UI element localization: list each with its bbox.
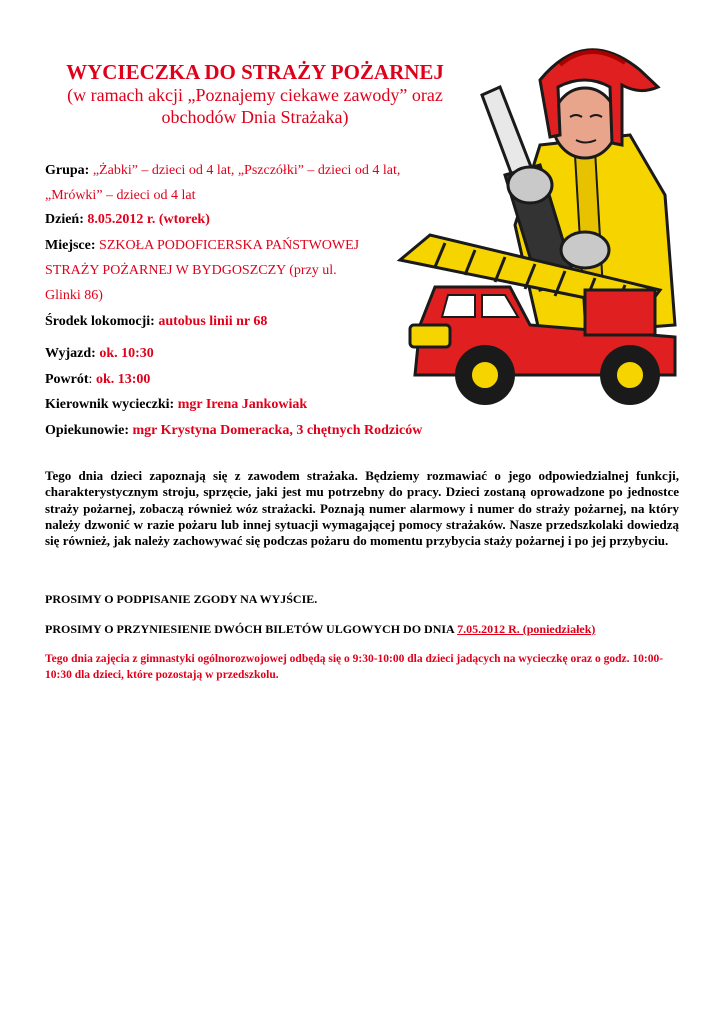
- title-line-3: obchodów Dnia Strażaka): [161, 107, 349, 127]
- place-label: Miejsce:: [45, 238, 96, 253]
- day-value: 8.05.2012 r. (wtorek): [87, 212, 210, 227]
- place-value: SZKOŁA PODOFICERSKA PAŃSTWOWEJ: [99, 238, 360, 253]
- group-value-cont: „Mrówki” – dzieci od 4 lat: [45, 188, 196, 203]
- return-row: [45, 372, 150, 388]
- tickets-notice-text: PROSIMY O PRZYNIESIENIE DWÓCH BILETÓW ULGOWYCH DO DNIA: [45, 622, 455, 636]
- guardians-row: [45, 423, 422, 439]
- consent-notice: PROSIMY O PODPISANIE ZGODY NA WYJŚCIE.: [45, 592, 318, 606]
- title-line-1: WYCIECZKA DO STRAŻY POŻARNEJ: [66, 60, 444, 84]
- return-colon: :: [88, 372, 93, 387]
- firefighter-fire-truck-illustration: [390, 25, 690, 415]
- return-label: Powrót: [45, 372, 89, 387]
- departure-label: Wyjazd:: [45, 346, 96, 361]
- guardians-value: mgr Krystyna Domeracka, 3 chętnych Rodziców: [132, 423, 423, 438]
- transport-value: autobus linii nr 68: [158, 314, 268, 329]
- leader-label: Kierownik wycieczki:: [45, 397, 175, 412]
- departure-row: [45, 346, 154, 362]
- place-value-cont-1: STRAŻY POŻARNEJ W BYDGOSZCZY (przy ul.: [45, 263, 337, 278]
- leader-row: [45, 397, 307, 413]
- day-label: Dzień:: [45, 212, 84, 227]
- group-row: [45, 163, 400, 179]
- group-value: „Żabki” – dzieci od 4 lat, „Pszczółki” – dzieci od 4 lat,: [92, 163, 401, 178]
- day-row: [45, 212, 210, 228]
- description-paragraph: Tego dnia dzieci zapoznają się z zawodem strażaka. Będziemy rozmawiać o jego odpowiedzialnej funkcji, charakterystycznym stroju, sprzęcie, jaki jest mu potrzebny do pracy. Dzieci zostaną oprowadzone po jednostce straży pożarnej, zobaczą również wóz strażacki. Poznają numer alarmowy i numer do straży pożarnej, na który należy dzwonić w razie pożaru lub innej sytuacji wymagającej pomocy strażaków. Nasze przedszkolaki dowiedzą się również, jak należy zachowywać się podczas pożaru do momentu przybycia staży pożarnej i po jej przybyciu.: [45, 468, 679, 549]
- transport-row: [45, 314, 267, 330]
- transport-label: Środek lokomocji:: [45, 314, 155, 329]
- gym-schedule-note: Tego dnia zajęcia z gimnastyki ogólnorozwojowej odbędą się o 9:30-10:00 dla dzieci jadących na wycieczkę oraz o godz. 10:00-10:30 dla dzieci, które pozostają w przedszkolu.: [45, 653, 664, 681]
- guardians-label: Opiekunowie:: [45, 423, 130, 438]
- tickets-deadline: 7.05.2012 R. (poniedziałek): [457, 622, 596, 636]
- return-value: ok. 13:00: [95, 372, 151, 387]
- title-line-2: (w ramach akcji „Poznajemy ciekawe zawody” oraz: [67, 85, 443, 105]
- place-row: [45, 238, 359, 254]
- place-value-cont-2: Glinki 86): [45, 288, 103, 303]
- group-label: Grupa:: [45, 163, 90, 178]
- departure-value: ok. 10:30: [99, 346, 154, 361]
- leader-value: mgr Irena Jankowiak: [177, 397, 308, 412]
- tickets-notice: [45, 622, 595, 637]
